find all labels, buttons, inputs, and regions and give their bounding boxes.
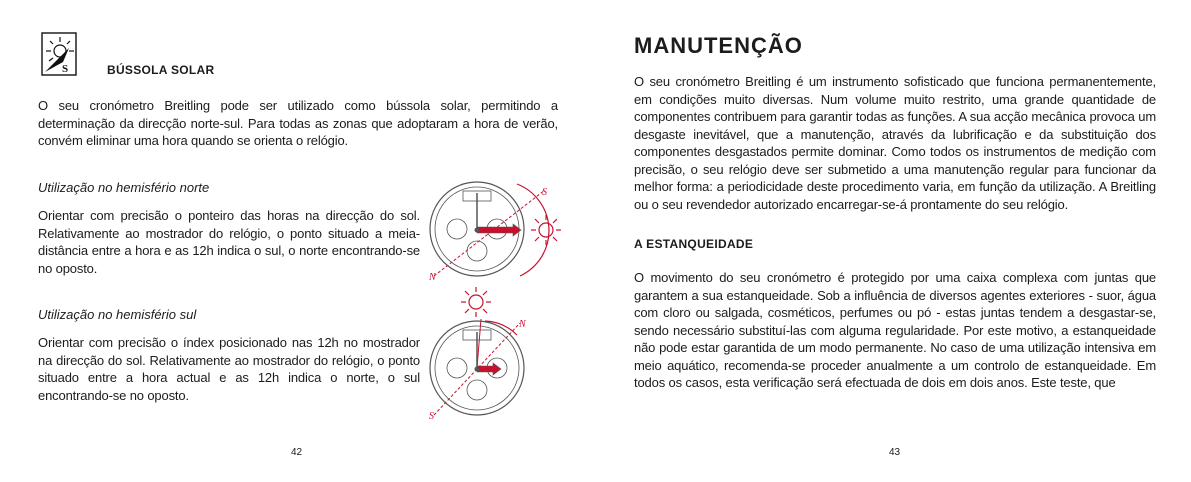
estanqueidade-paragraph: O movimento do seu cronómetro é protegido por uma caixa complexa com juntas que garantem a sua estanqueidade. Sob a influência de diversos agentes exteriores - suor, água com cloro ou salgada, cosméticos, perfumes ou pó - estas juntas tendem a desgastar-se, sendo necessário substituí-las com alguma regularidade. Por este motivo, a estanqueidade não pode estar garantida de um modo permanente. No caso de uma utilização intensiva em meio aquático, recomenda-se proceder anualmente a um controlo de estanqueidade. Em todos os casos, esta verificação será efectuada de dois em dois anos. Este teste, que bbox=[634, 270, 1156, 390]
sun-compass-icon bbox=[41, 32, 77, 76]
intro-paragraph: O seu cronómetro Breitling é um instrumento sofisticado que funciona permanentemente, em condições muito diversas. Num volume muito restrito, uma grande quantidade de componentes contribuem para garantir todas as funções. A sua acção mecânica provoca um desgaste inevitável, que a manutenção, através da lubrificação e da substituição dos componentes desgastados permite dominar. Como todos os instrumentos de medição com precisão, o seu relógio deve ser submetido a uma manutenção regular para funcionar da melhor forma: a periodicidade deste procedimento varia, em função da utilização. A Breitling ou o seu revendedor autorizado encarregar-se-á prontamente do seu relógio. bbox=[634, 74, 1156, 212]
intro-paragraph: O seu cronómetro Breitling pode ser utilizado como bússola solar, permitindo a determinação da direcção norte-sul. Para todas as zonas que adoptaram a hora de verão, convém eliminar uma hora quando se orienta o relógio. bbox=[38, 98, 558, 148]
page-title: MANUTENÇÃO bbox=[634, 33, 803, 58]
north-mark-bottom: N bbox=[429, 272, 436, 283]
north-paragraph: Orientar com precisão o ponteiro das horas na direcção do sol. Relativamente ao mostrador do relógio, o ponto situado a meia-distância entre a hora e as 12h indica o sul, o norte encontrando-se no oposto. bbox=[38, 208, 420, 276]
sun-icon bbox=[460, 286, 492, 318]
south-mark-bottom: S bbox=[429, 411, 434, 422]
icon-letter: S bbox=[62, 63, 69, 75]
watch-dial-south-icon bbox=[425, 315, 585, 425]
subtitle-north: Utilização no hemisfério norte bbox=[38, 180, 210, 195]
south-paragraph: Orientar com precisão o índex posicionado nas 12h no mostrador na direcção do sol. Relativamente ao mostrador do relógio, o ponto situado entre a hora actual e as 12h indica o norte, o sul encontrando-se no oposto. bbox=[38, 335, 420, 403]
page-number-left: 42 bbox=[291, 447, 303, 458]
section-title-bussola: BÚSSOLA SOLAR bbox=[107, 63, 215, 77]
south-mark-top: N bbox=[519, 319, 526, 330]
right-page bbox=[596, 0, 1191, 482]
left-page bbox=[0, 0, 595, 482]
sun-icon bbox=[530, 214, 562, 246]
north-mark-top: S bbox=[542, 187, 547, 198]
page-number-right: 43 bbox=[889, 447, 901, 458]
section-title-estanqueidade: A ESTANQUEIDADE bbox=[634, 237, 754, 251]
subtitle-south: Utilização no hemisfério sul bbox=[38, 307, 197, 322]
